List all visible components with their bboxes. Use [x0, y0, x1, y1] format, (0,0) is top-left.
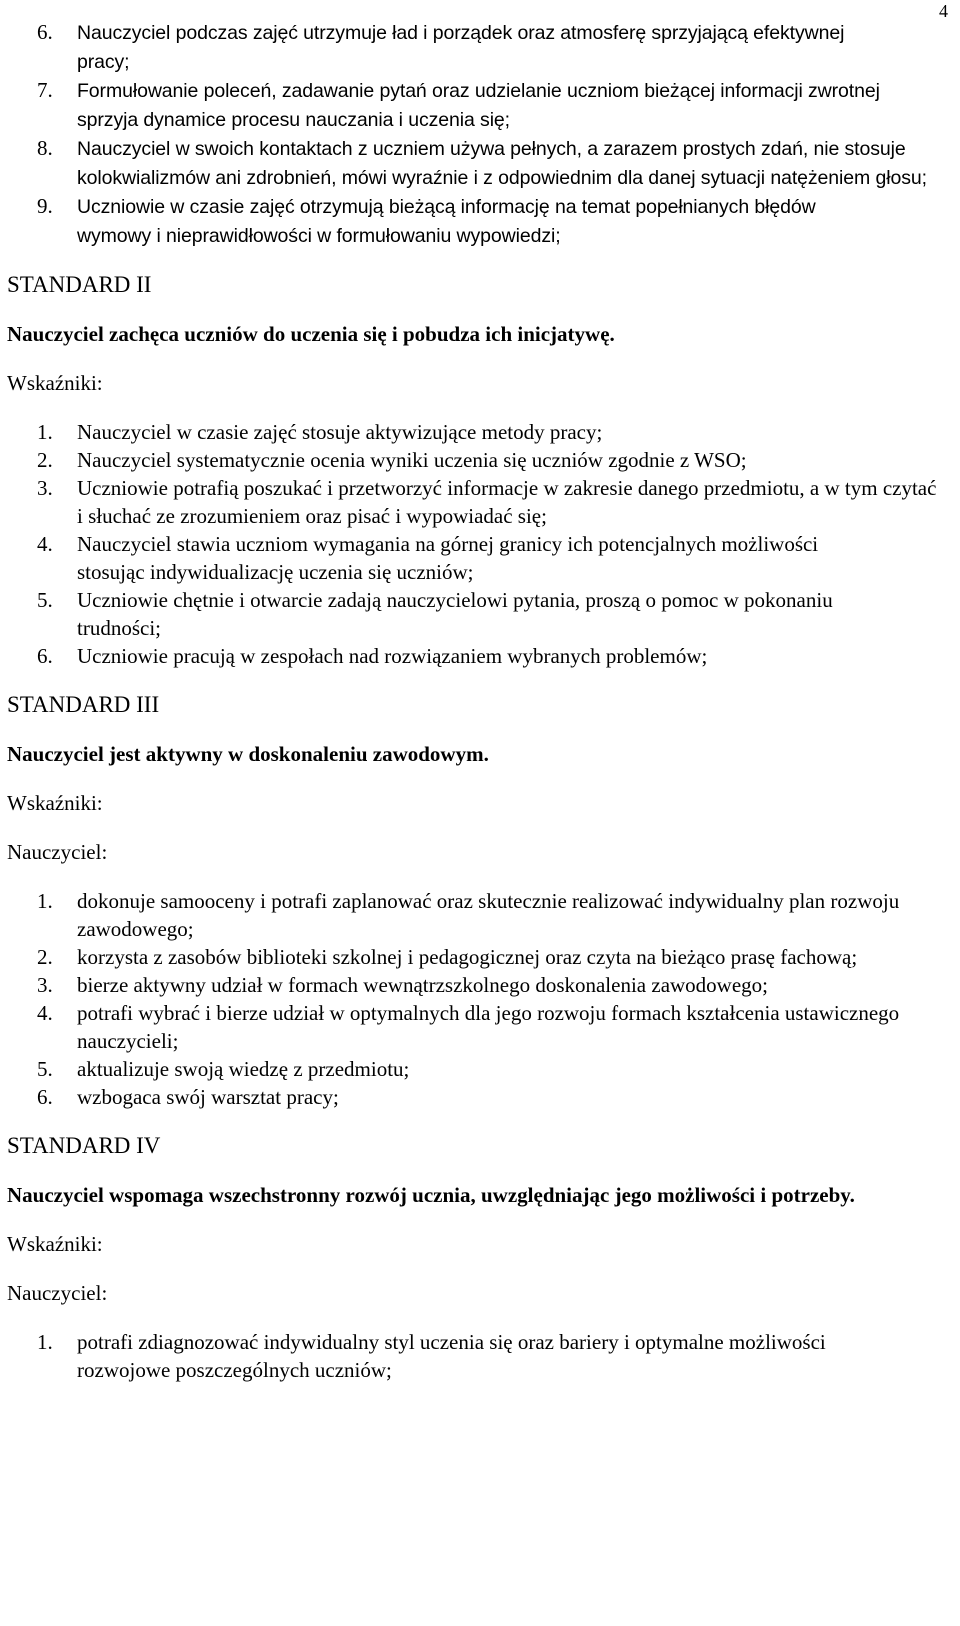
list-item-number: 3. — [37, 973, 53, 997]
standard-lead: Nauczyciel wspomaga wszechstronny rozwój ucznia, uwzględniając jego możliwości i potrzeby. — [7, 1183, 855, 1207]
list-item-number: 2. — [37, 448, 53, 472]
standard-heading: STANDARD IV — [7, 1133, 161, 1158]
list-item-number: 6. — [37, 20, 53, 44]
list-item-number: 9. — [37, 194, 53, 218]
standard-heading: STANDARD III — [7, 692, 160, 717]
list-item — [7, 1328, 877, 1384]
page-number: 4 — [939, 1, 948, 21]
list-item-text: aktualizuje swoją wiedzę z przedmiotu; — [77, 1057, 410, 1081]
list-item — [7, 418, 937, 446]
list-item-number: 1. — [37, 889, 53, 913]
list-item — [7, 1083, 937, 1111]
list-item-number: 3. — [37, 476, 53, 500]
list-item-number: 4. — [37, 1001, 53, 1025]
list-item — [7, 192, 867, 250]
list-item-text: bierze aktywny udział w formach wewnątrzszkolnego doskonalenia zawodowego; — [77, 973, 769, 997]
list-item-text: Nauczyciel stawia uczniom wymagania na górnej granicy ich potencjalnych możliwości stosując indywidualizację uczenia się uczniów; — [77, 532, 819, 584]
list-item — [7, 446, 937, 474]
standard-heading: STANDARD II — [7, 272, 152, 297]
document-body — [7, 18, 937, 1384]
list-item-number: 5. — [37, 588, 53, 612]
list-item — [7, 18, 867, 76]
indicator-list — [7, 887, 937, 1111]
list-item-number: 7. — [37, 78, 53, 102]
list-item — [7, 999, 937, 1055]
list-item-text: Uczniowie pracują w zespołach nad rozwiązaniem wybranych problemów; — [77, 644, 708, 668]
list-item — [7, 530, 857, 586]
list-item-number: 5. — [37, 1057, 53, 1081]
list-item-number: 4. — [37, 532, 53, 556]
list-item-text: wzbogaca swój warsztat pracy; — [77, 1085, 339, 1109]
indicators-label: Wskaźniki: — [7, 791, 103, 815]
list-item-text: korzysta z zasobów biblioteki szkolnej i pedagogicznej oraz czyta na bieżąco prasę fachową; — [77, 945, 858, 969]
list-item — [7, 586, 907, 642]
list-item — [7, 134, 957, 192]
indicator-list — [7, 1328, 937, 1384]
list-item — [7, 1055, 937, 1083]
list-item — [7, 943, 937, 971]
list-item-number: 1. — [37, 1330, 53, 1354]
list-item — [7, 474, 937, 530]
subject-label: Nauczyciel: — [7, 1281, 108, 1305]
list-item-text: dokonuje samooceny i potrafi zaplanować oraz skutecznie realizować indywidualny plan rozwoju zawodowego; — [77, 889, 900, 941]
list-item-text: Nauczyciel w czasie zajęć stosuje aktywizujące metody pracy; — [77, 420, 603, 444]
list-item-text: Formułowanie poleceń, zadawanie pytań oraz udzielanie uczniom bieżącej informacji zwrotnej sprzyja dynamice procesu nauczania i uczenia się; — [77, 80, 880, 131]
list-item — [7, 971, 937, 999]
list-item-number: 1. — [37, 420, 53, 444]
list-item — [7, 887, 937, 943]
list-item-number: 2. — [37, 945, 53, 969]
subject-label: Nauczyciel: — [7, 840, 108, 864]
list-item-text: Nauczyciel w swoich kontaktach z uczniem używa pełnych, a zarazem prostych zdań, nie stosuje kolokwializmów ani zdrobnień, mówi wyraźnie i z odpowiednim dla danej sytuacji natężeniem głosu; — [77, 138, 927, 189]
list-item-number: 6. — [37, 644, 53, 668]
list-item — [7, 76, 937, 134]
standard-lead: Nauczyciel zachęca uczniów do uczenia się i pobudza ich inicjatywę. — [7, 322, 615, 346]
list-item-text: potrafi wybrać i bierze udział w optymalnych dla jego rozwoju formach kształcenia ustawicznego nauczycieli; — [77, 1001, 900, 1053]
list-item-number: 6. — [37, 1085, 53, 1109]
indicators-label: Wskaźniki: — [7, 371, 103, 395]
list-item-number: 8. — [37, 136, 53, 160]
indicator-list — [7, 418, 937, 670]
list-item-text: Nauczyciel systematycznie ocenia wyniki uczenia się uczniów zgodnie z WSO; — [77, 448, 747, 472]
list-item-text: potrafi zdiagnozować indywidualny styl uczenia się oraz bariery i optymalne możliwości rozwojowe poszczególnych uczniów; — [77, 1330, 826, 1382]
list-item-text: Uczniowie potrafią poszukać i przetworzyć informacje w zakresie danego przedmiotu, a w tym czytać i słuchać ze zrozumieniem oraz pisać i wypowiadać się; — [77, 476, 937, 528]
list-item-text: Nauczyciel podczas zajęć utrzymuje ład i porządek oraz atmosferę sprzyjającą efektywnej pracy; — [77, 22, 845, 73]
list-item-text: Uczniowie w czasie zajęć otrzymują bieżącą informację na temat popełnianych błędów wymowy i nieprawidłowości w formułowaniu wypowiedzi; — [77, 196, 816, 247]
standard-lead: Nauczyciel jest aktywny w doskonaleniu zawodowym. — [7, 742, 489, 766]
indicator-list-continued — [7, 18, 937, 250]
list-item — [7, 642, 937, 670]
indicators-label: Wskaźniki: — [7, 1232, 103, 1256]
list-item-text: Uczniowie chętnie i otwarcie zadają nauczycielowi pytania, proszą o pomoc w pokonaniu trudności; — [77, 588, 833, 640]
